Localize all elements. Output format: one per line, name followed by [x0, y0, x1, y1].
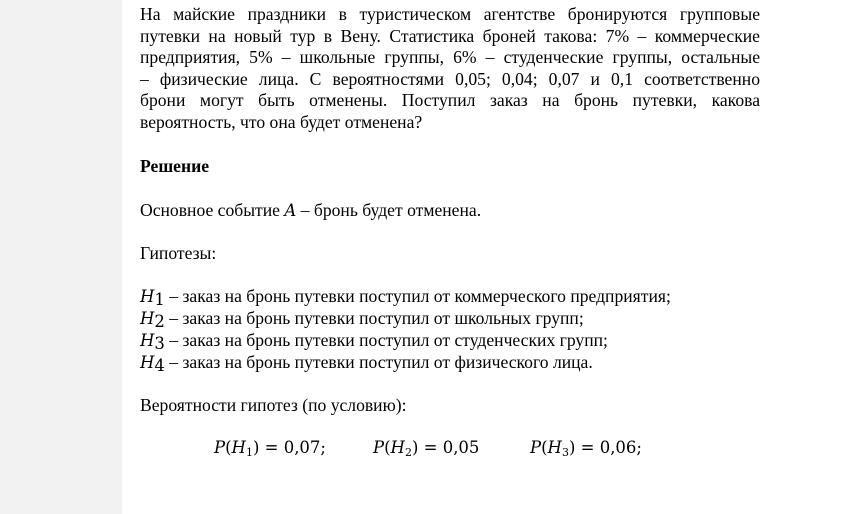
hypothesis-text: – заказ на бронь путевки поступил от школьных групп; — [164, 308, 584, 328]
hypothesis-symbol: H — [140, 331, 155, 350]
problem-line: предприятия, 5% – школьные группы, 6% – студенческие группы, остальные — [140, 47, 760, 68]
formula-fn: P — [530, 438, 542, 457]
main-event-symbol: A — [284, 201, 297, 220]
formula-fn: P — [214, 438, 226, 457]
probabilities-label: Вероятности гипотез (по условию): — [140, 395, 407, 415]
hypothesis-index: 2 — [154, 312, 165, 331]
formula-fn: P — [373, 438, 385, 457]
problem-line: – физические лица. С вероятностями 0,05; 0,04; 0,07 и 0,1 соответственно — [140, 68, 760, 89]
formula-symbol: H — [231, 438, 246, 457]
formula-symbol: H — [547, 438, 562, 457]
probability-formula — [373, 438, 479, 457]
hypotheses-label: Гипотезы: — [140, 243, 217, 263]
formula-index: 2 — [404, 446, 412, 459]
hypothesis-symbol: H — [140, 353, 155, 372]
solution-heading: Решение — [140, 156, 210, 176]
hypothesis-text: – заказ на бронь путевки поступил от коммерческого предприятия; — [164, 286, 671, 306]
formula-paren-open: ( — [541, 438, 548, 457]
main-event-line — [140, 200, 481, 222]
formula-symbol: H — [390, 438, 405, 457]
formula-paren-open: ( — [225, 438, 232, 457]
hypothesis-symbol: H — [140, 287, 155, 306]
hypothesis-index: 4 — [154, 356, 165, 375]
hypothesis-text: – заказ на бронь путевки поступил от студенческих групп; — [164, 330, 608, 350]
hypothesis-item — [140, 286, 671, 308]
main-event-text: – бронь будет отменена. — [296, 200, 482, 220]
formula-index: 3 — [561, 446, 569, 459]
hypothesis-item — [140, 352, 593, 374]
hypothesis-symbol: H — [140, 309, 155, 328]
problem-line: вероятность, что она будет отменена? — [140, 111, 423, 132]
formula-paren-close: ) — [568, 438, 576, 457]
formula-paren-close: ) — [411, 438, 419, 457]
hypothesis-index: 1 — [154, 290, 165, 309]
problem-statement — [140, 4, 760, 134]
main-event-prefix: Основное событие — [140, 200, 285, 220]
problem-line: На майские праздники в туристическом агентстве бронируются групповые — [140, 4, 760, 24]
hypothesis-index: 3 — [154, 334, 165, 353]
formula-paren-open: ( — [384, 438, 391, 457]
problem-line: брони могут быть отменены. Поступил заказ на бронь путевки, какова — [140, 90, 760, 111]
hypothesis-item — [140, 330, 608, 352]
formula-value: = 0,06; — [575, 438, 642, 457]
formula-paren-close: ) — [252, 438, 260, 457]
formula-value: = 0,05 — [418, 438, 480, 457]
hypothesis-item — [140, 308, 584, 330]
probability-formula — [214, 438, 326, 457]
formula-index: 1 — [245, 446, 253, 459]
problem-line: путевки на новый тур в Вену. Статистика броней такова: 7% – коммерческие — [140, 25, 760, 46]
probability-formula — [530, 438, 642, 457]
document-page — [122, 0, 851, 514]
hypothesis-text: – заказ на бронь путевки поступил от физического лица. — [164, 352, 593, 372]
formula-value: = 0,07; — [259, 438, 326, 457]
